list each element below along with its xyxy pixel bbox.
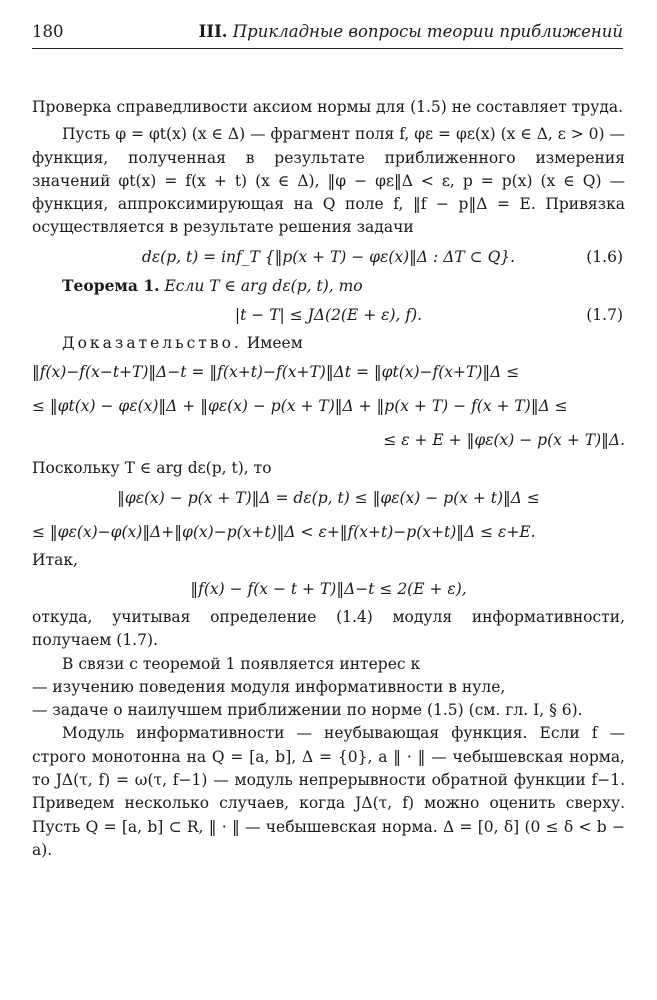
equation-1-6-body: dε(p, t) = inf_T {‖p(x + T) − φε(x)‖Δ : ΔT ⊂ Q}.	[141, 247, 516, 266]
paragraph-whence: откуда, учитывая определение (1.4) модуля информативности, получаем (1.7).	[32, 607, 625, 650]
equation-1-6	[32, 240, 625, 274]
chapter-numeral: III.	[198, 22, 228, 41]
equation-a2: ≤ ‖φt(x) − φε(x)‖Δ + ‖φε(x) − p(x + T)‖Δ + ‖p(x + T) − f(x + T)‖Δ ≤	[32, 397, 568, 416]
proof-intro	[32, 332, 625, 355]
theorem-statement: Если T ∈ arg dε(p, t), то	[164, 276, 363, 295]
theorem-1	[32, 274, 625, 298]
paragraph-definitions: Пусть φ = φt(x) (x ∈ Δ) — фрагмент поля f, φε = φε(x) (x ∈ Δ, ε > 0) — функция, полученная в результате приближенного измерения значений φt(x) = f(x + t) (x ∈ Δ), ‖φ − φε‖Δ < ε, p = p(x) (x ∈ Q) — функция, аппроксимирующая на Q поле f, ‖f − p‖Δ = E. Привязка осуществляется в результате решения задачи	[32, 125, 625, 237]
paragraph-since: Поскольку T ∈ arg dε(p, t), то	[32, 459, 272, 478]
equation-1-7-body: |t − T| ≤ JΔ(2(E + ε), f).	[234, 306, 423, 325]
equation-1-7-number: (1.7)	[586, 306, 623, 325]
paragraph-thus: Итак,	[32, 550, 78, 569]
equation-1-7	[32, 298, 625, 332]
equation-chain-a-line3	[32, 423, 625, 457]
equation-a1: ‖f(x)−f(x−t+T)‖Δ−t = ‖f(x+t)−f(x+T)‖Δt = ‖φt(x)−f(x+T)‖Δ ≤	[32, 363, 520, 382]
list-item-best-approximation: — задаче о наилучшем приближении по норме (1.5) (см. гл. I, § 6).	[32, 701, 583, 720]
proof-label: Доказательство.	[62, 334, 242, 353]
proof-text: Имеем	[246, 334, 303, 353]
chapter-title: Прикладные вопросы теории приближений	[232, 22, 623, 41]
equation-b2: ≤ ‖φε(x)−φ(x)‖Δ+‖φ(x)−p(x+t)‖Δ < ε+‖f(x+t)−p(x+t)‖Δ ≤ ε+E.	[32, 522, 536, 541]
equation-c-body: ‖f(x) − f(x − t + T)‖Δ−t ≤ 2(E + ε),	[190, 579, 467, 598]
equation-c	[32, 572, 625, 606]
equation-1-6-number: (1.6)	[586, 247, 623, 266]
equation-b1: ‖φε(x) − p(x + T)‖Δ = dε(p, t) ≤ ‖φε(x) − p(x + t)‖Δ ≤	[117, 488, 540, 507]
equation-chain-a-line1	[32, 355, 625, 389]
equation-chain-a-line2	[32, 389, 625, 423]
equation-a3: ≤ ε + E + ‖φε(x) − p(x + T)‖Δ.	[383, 431, 625, 450]
theorem-label: Теорема 1.	[62, 275, 160, 295]
page-body	[32, 96, 625, 862]
equation-chain-b-line2	[32, 515, 625, 549]
list-item-zero-behavior: — изучению поведения модуля информативности в нуле,	[32, 677, 506, 696]
equation-chain-b-line1	[32, 481, 625, 515]
running-header	[32, 22, 623, 49]
paragraph-interest: В связи с теоремой 1 появляется интерес к	[62, 654, 421, 673]
paragraph-informativeness-modulus: Модуль информативности — неубывающая функция. Если f — строго монотонна на Q = [a, b], Δ = {0}, а ‖ · ‖ — чебышевская норма, то JΔ(τ, f) = ω(τ, f−1) — модуль непрерывности обратной функции f−1. Приведем несколько случаев, когда JΔ(τ, f) можно оценить сверху. Пусть Q = [a, b] ⊂ R, ‖ · ‖ — чебышевская норма. Δ = [0, δ] (0 ≤ δ < b − a).	[32, 724, 625, 859]
page-number: 180	[32, 22, 64, 41]
paragraph-norm-axioms: Проверка справедливости аксиом нормы для (1.5) не составляет труда.	[32, 98, 624, 116]
running-title	[199, 22, 623, 41]
